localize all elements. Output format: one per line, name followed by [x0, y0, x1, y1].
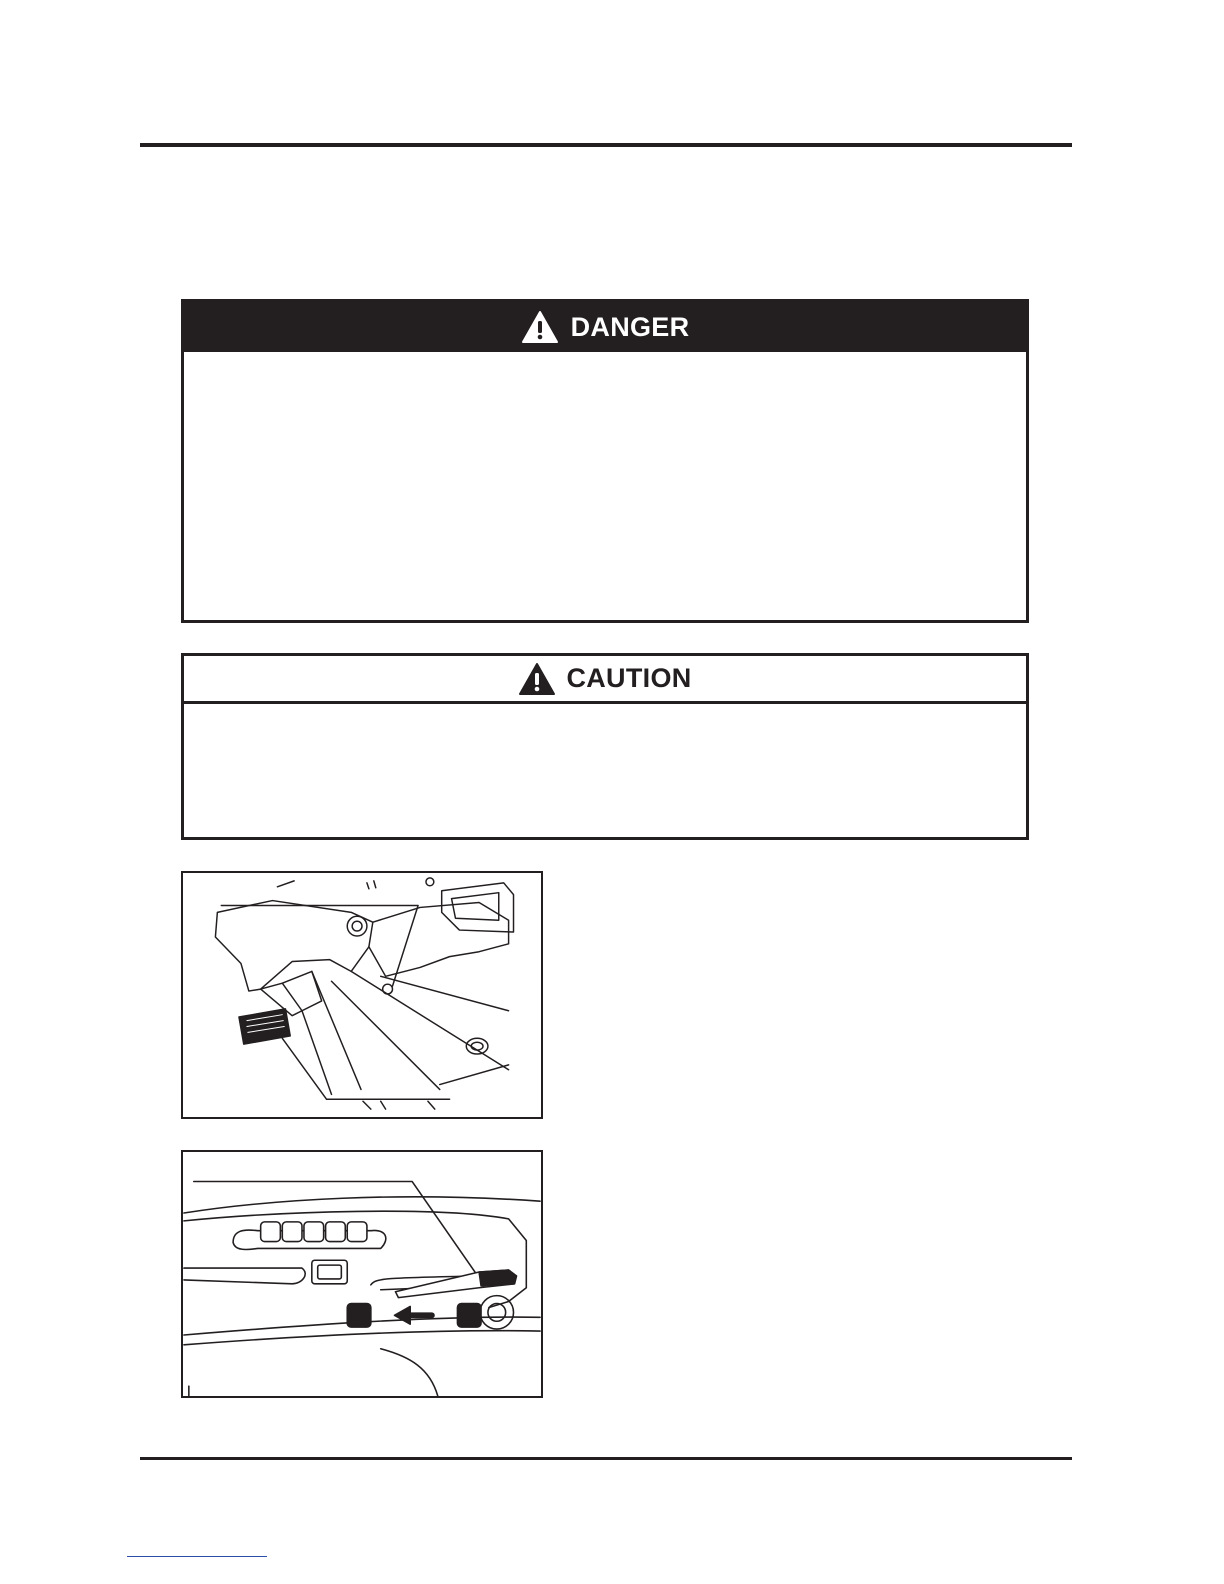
danger-label: DANGER [570, 311, 690, 342]
footer-link-underline [127, 1556, 267, 1557]
caution-label: CAUTION [566, 663, 692, 693]
warning-triangle-icon [521, 310, 559, 344]
footer-rule [140, 1457, 1072, 1460]
caution-notice [181, 653, 1029, 840]
seat-lever-illustration [181, 1150, 543, 1398]
caution-header [184, 656, 1026, 704]
warning-triangle-icon [518, 662, 556, 696]
danger-header [184, 302, 1026, 352]
danger-notice [181, 299, 1029, 623]
brake-pedal-illustration [181, 871, 543, 1119]
header-rule [140, 143, 1072, 147]
